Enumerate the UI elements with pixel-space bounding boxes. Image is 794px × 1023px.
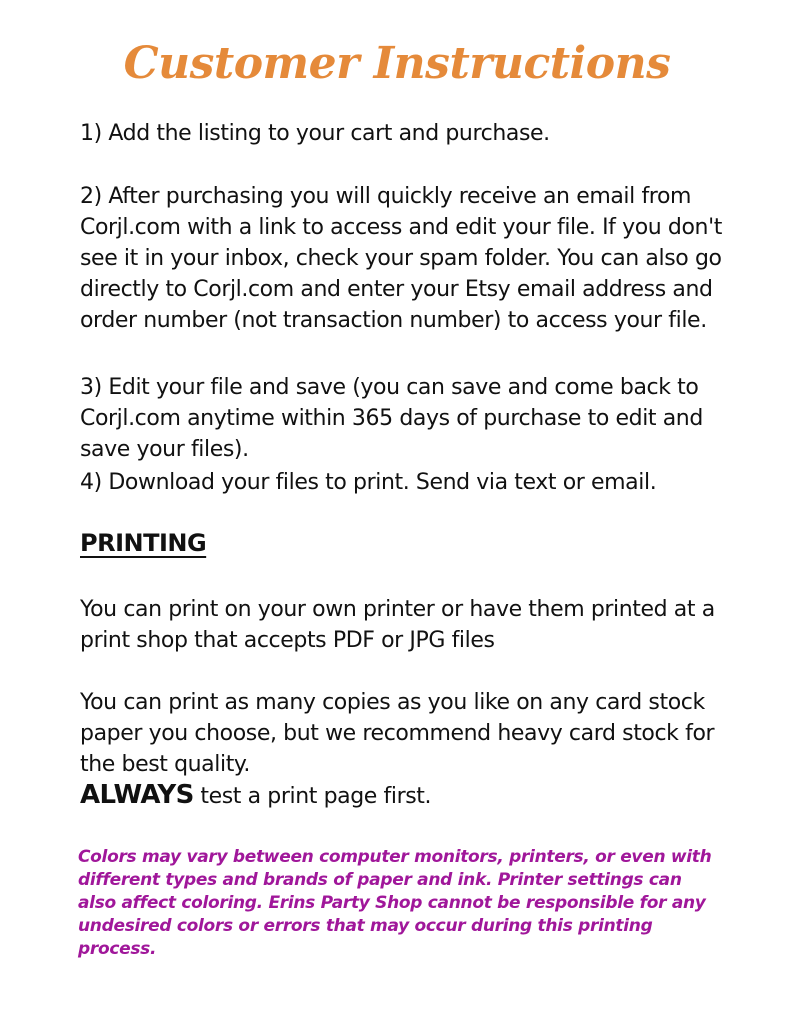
page-title: Customer Instructions [123,38,671,89]
color-disclaimer: Colors may vary between computer monitors, printers, or even with different types and brands of paper and ink. Printer settings can also affect coloring. Erins Party Shop cannot be responsible for any undesired colors or errors that may occur during this printing process. [78,847,712,959]
step-2: 2) After purchasing you will quickly receive an email from Corjl.com with a link to access and edit your file. If you don't see it in your inbox, check your spam folder. You can also go directly to Corjl.com and enter your Etsy email address and order number (not transaction number) to access your file. [80,184,722,333]
step-1: 1) Add the listing to your cart and purchase. [80,121,550,146]
always-test-text: test a print page first. [193,784,432,809]
step-3: 3) Edit your file and save (you can save and come back to Corjl.com anytime within 365 days of purchase to edit and save your files). [80,375,703,462]
step-4: 4) Download your files to print. Send via text or email. [80,470,657,495]
printing-paragraph-1: You can print on your own printer or have them printed at a print shop that accepts PDF or JPG files [80,597,715,653]
always-emphasis: ALWAYS [80,780,194,810]
printing-heading: PRINTING [80,529,207,557]
printing-paragraph-2: You can print as many copies as you like on any card stock paper you choose, but we recommend heavy card stock for the best quality. [80,690,715,777]
always-test-line [80,778,431,814]
